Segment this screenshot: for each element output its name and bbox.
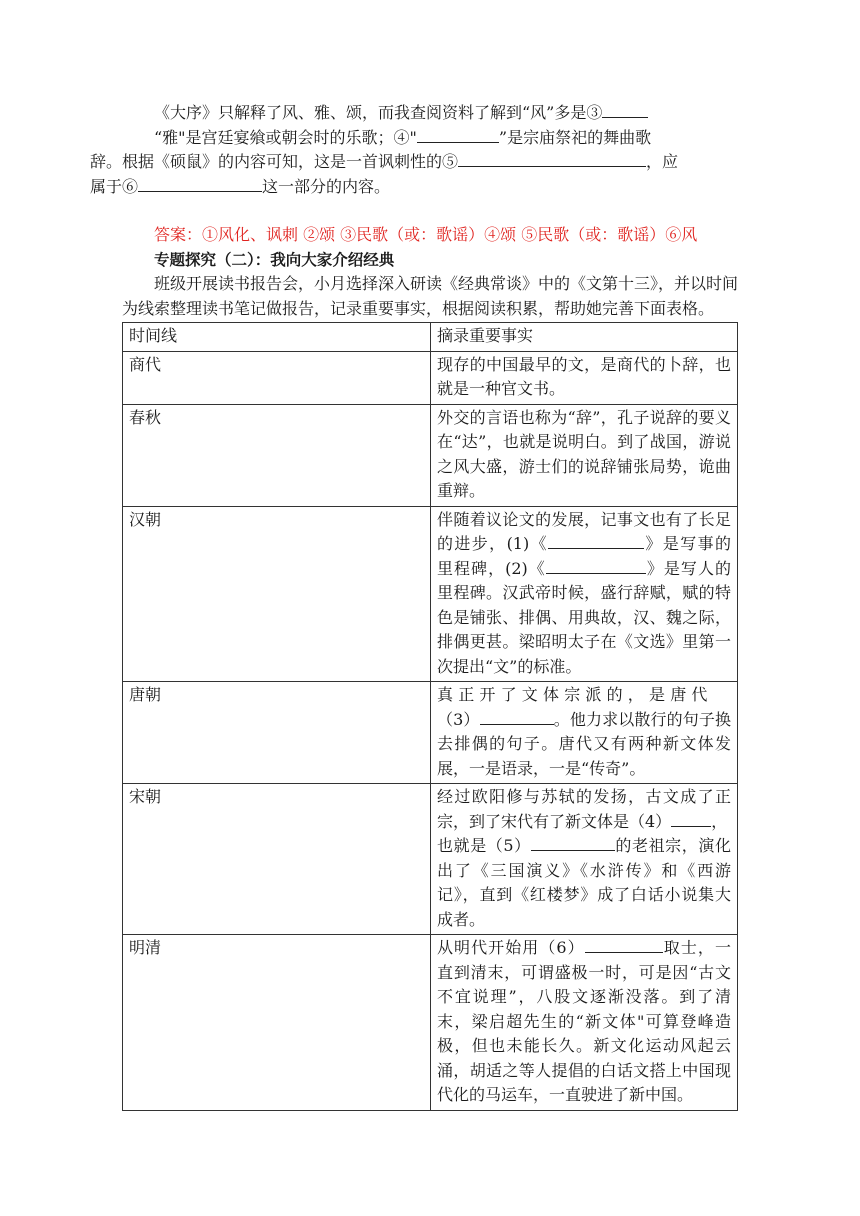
table-row xyxy=(123,404,738,506)
era-cell: 明清 xyxy=(123,935,431,1111)
era-cell: 宋朝 xyxy=(123,784,431,935)
fact-cell: 外交的言语也称为“辞”，孔子说辞的要义在“达”，也就是说明白。到了战国，游说之风大盛，游士们的说辞铺张局势，诡曲重辩。 xyxy=(431,404,738,506)
fact-cell: 现存的中国最早的文，是商代的卜辞，也就是一种官文书。 xyxy=(431,351,738,404)
intro-text-3: ”是宗庙祭祀的舞曲歌 xyxy=(498,127,652,147)
section-heading: 专题探究（二）：我向大家介绍经典 xyxy=(154,250,395,269)
blank-song-4 xyxy=(671,810,711,827)
intro-text-2: “雅"是宫廷宴飨或朝会时的乐歌；④" xyxy=(154,127,417,147)
reading-notes-table xyxy=(122,322,738,1111)
blank-6 xyxy=(138,175,262,192)
document-page xyxy=(90,101,739,1111)
fact-cell: 从明代开始用（6） 取士，一直到清末，可谓盛极一时，可是因“古文不宜说理”，八股文逐渐没落。到了清末，梁启超先生的“新文体"可算登峰造极，但也未能长久。新文化运动风起云涌，胡适之等人提倡的白话文搭上中国现代化的马运车，一直驶进了新中国。 xyxy=(431,935,738,1111)
table-row xyxy=(123,351,738,404)
table-row xyxy=(123,682,738,784)
blank-5 xyxy=(458,150,646,167)
table-header-row xyxy=(123,323,738,352)
intro-text-1: 《大序》只解释了风、雅、颂，而我查阅资料了解到“风”多是③ xyxy=(154,103,603,122)
intro-paragraph xyxy=(90,101,738,199)
table-row xyxy=(123,506,738,682)
blank-1 xyxy=(548,532,644,549)
blank-song-5 xyxy=(531,834,615,851)
intro-text-7: 这一部分的内容。 xyxy=(262,176,391,196)
task-paragraph: 班级开展读书报告会，小月选择深入研读《经典常谈》中的《文第十三》，并以时间为线索整理读书笔记做报告，记录重要事实，根据阅读积累，帮助她完善下面表格。 xyxy=(122,274,739,318)
fact-cell: 伴随着议论文的发展，记事文也有了长足的进步，(1)《 》是写事的里程碑，(2)《 》是写人的里程碑。汉武帝时候，盛行辞赋，赋的特色是铺张、排偶、用典故，汉、魏之际，排偶更甚。梁昭明太子在《文选》里第一次提出“文”的标准。 xyxy=(431,506,738,682)
era-cell: 唐朝 xyxy=(123,682,431,784)
header-timeline: 时间线 xyxy=(123,323,431,352)
era-cell: 春秋 xyxy=(123,404,431,506)
intro-text-4: 辞。根据《硕鼠》的内容可知，这是一首讽刺性的⑤ xyxy=(90,152,459,171)
fact-cell: 真正开了文体宗派的，是唐代 （3） 。他力求以散行的句子换去排偶的句子。唐代又有两种新文体发展，一是语录，一是“传奇”。 xyxy=(431,682,738,784)
era-cell: 汉朝 xyxy=(123,506,431,682)
blank-4 xyxy=(417,126,499,143)
blank-2 xyxy=(546,557,646,574)
table-row xyxy=(123,935,738,1111)
blank-3 xyxy=(602,101,648,118)
intro-text-5: ，应 xyxy=(646,152,679,171)
answer-text: 答案：①风化、讽刺 ②颂 ③民歌（或：歌谣）④颂 ⑤民歌（或：歌谣）⑥风 xyxy=(154,225,698,244)
intro-text-6: 属于⑥ xyxy=(90,176,139,196)
blank-tang-3 xyxy=(480,708,554,725)
header-facts: 摘录重要事实 xyxy=(431,323,738,352)
fact-cell: 经过欧阳修与苏轼的发扬，古文成了正宗，到了宋代有了新文体是（4） ， 也就是（5） 的老祖宗，演化出了《三国演义》《水浒传》和《西游记》，直到《红楼梦》成了白话小说集大成者。 xyxy=(431,784,738,935)
blank-ming-6 xyxy=(585,936,663,953)
era-cell: 商代 xyxy=(123,351,431,404)
table-row xyxy=(123,784,738,935)
